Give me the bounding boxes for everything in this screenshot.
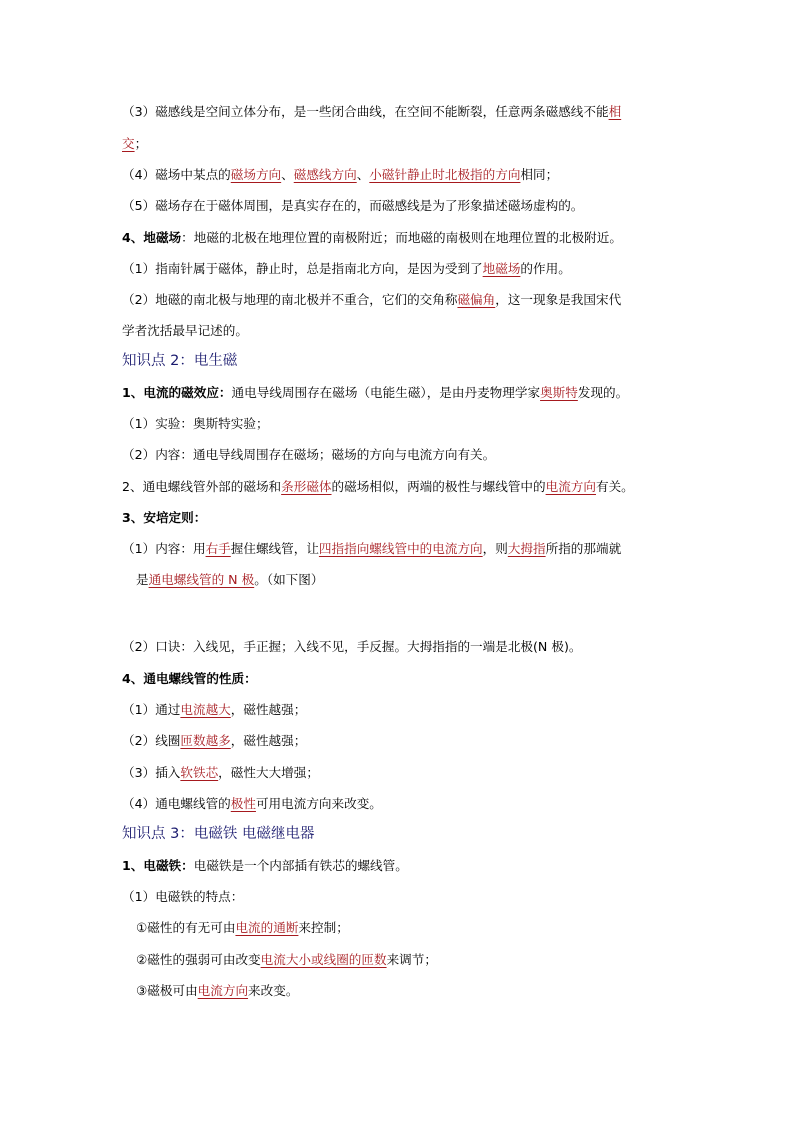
- line: [136, 982, 298, 1000]
- text-segment: （4）磁场中某点的: [122, 167, 231, 182]
- text-segment: 相同；: [520, 167, 559, 182]
- line: [122, 732, 306, 750]
- text-segment: 2、通电螺线管外部的磁场和: [122, 479, 282, 494]
- highlighted-term: 电流的通断: [235, 920, 299, 935]
- text-segment: 可用电流方向来改变。: [255, 796, 382, 811]
- highlighted-term: 大拇指: [507, 541, 546, 556]
- text-segment: 握住螺线管，让: [230, 541, 319, 556]
- text-segment: 的作用。: [520, 261, 571, 276]
- highlighted-term: 条形磁体: [281, 479, 332, 494]
- text-segment: 发现的。: [577, 385, 629, 400]
- highlighted-term: 右手: [205, 541, 231, 556]
- section-heading: [122, 825, 314, 843]
- line: [122, 229, 622, 247]
- text-segment: （2）口诀：入线见，手正握；入线不见，手反握。大拇指指的一端是北极(N 极)。: [122, 639, 582, 654]
- text-segment: ：地磁的北极在地理位置的南极附近；而地磁的南极则在地理位置的北极附近。: [181, 230, 622, 245]
- highlighted-term: 磁场方向: [230, 167, 282, 182]
- line: [122, 638, 581, 656]
- highlighted-term: 电流大小或线圈的匝数: [260, 952, 387, 967]
- text-segment: 来改变。: [248, 983, 299, 998]
- text-segment: 学者沈括最早记述的。: [122, 323, 248, 338]
- text-segment: （4）通电螺线管的: [122, 796, 231, 811]
- text-segment: （3）磁感线是空间立体分布，是一些闭合曲线，在空间不能断裂，任意两条磁感线不能: [122, 104, 609, 119]
- text-segment: （1）通过: [122, 702, 181, 717]
- text-segment: 来控制；: [298, 920, 349, 935]
- highlighted-term: 通电螺线管的 N 极: [148, 572, 255, 587]
- line: [122, 701, 306, 719]
- highlighted-term: 小磁针静止时北极指的方向: [369, 167, 521, 182]
- text-segment: 。（如下图）: [254, 572, 324, 587]
- text-segment: （5）磁场存在于磁体周围，是真实存在的，而磁感线是为了形象描述磁场虚构的。: [122, 198, 584, 213]
- highlighted-term: 四指指向螺线管中的电流方向: [318, 541, 483, 556]
- text-segment: 3、安培定则：: [122, 510, 207, 525]
- line: [122, 384, 628, 402]
- text-segment: ；: [134, 136, 148, 151]
- text-segment: ，磁性大大增强；: [218, 765, 319, 780]
- text-segment: ，这一现象是我国宋代: [495, 292, 622, 307]
- line: [122, 197, 583, 215]
- line: [122, 415, 269, 433]
- line: [122, 446, 495, 464]
- text-segment: （1）电磁铁的特点：: [122, 889, 244, 904]
- text-segment: 通电导线周围存在磁场（电能生磁），是由丹麦物理学家: [231, 385, 541, 400]
- highlighted-term: 相: [608, 104, 622, 119]
- line: [122, 764, 319, 782]
- text-segment: （2）内容：通电导线周围存在磁场；磁场的方向与电流方向有关。: [122, 447, 496, 462]
- line: [122, 857, 408, 875]
- text-segment: 、: [281, 167, 294, 182]
- text-segment: （1）内容：用: [122, 541, 206, 556]
- line: [136, 951, 437, 969]
- line: [136, 571, 323, 589]
- highlighted-term: 交: [122, 136, 135, 151]
- text-segment: 1、电磁铁：: [122, 858, 194, 873]
- highlighted-term: 电流越大: [180, 702, 231, 717]
- line: [122, 888, 243, 906]
- text-segment: （3）插入: [122, 765, 181, 780]
- text-segment: 是: [136, 572, 149, 587]
- text-segment: 4、地磁场: [122, 230, 182, 245]
- text-segment: 1、电流的磁效应：: [122, 385, 232, 400]
- highlighted-term: 磁感线方向: [293, 167, 357, 182]
- text-segment: ，磁性越强；: [230, 733, 307, 748]
- text-segment: 、: [356, 167, 370, 182]
- line: [122, 260, 571, 278]
- text-segment: 电磁铁是一个内部插有铁芯的螺线管。: [193, 858, 408, 873]
- knowledge-point-title: 知识点 3：电磁铁 电磁继电器: [122, 826, 315, 842]
- highlighted-term: 电流方向: [197, 983, 249, 998]
- highlighted-term: 软铁芯: [180, 765, 219, 780]
- line: [122, 166, 558, 184]
- highlighted-term: 电流方向: [545, 479, 596, 494]
- text-segment: ③磁极可由: [136, 983, 198, 998]
- line: [122, 135, 147, 153]
- line: [122, 322, 248, 340]
- line: [122, 540, 621, 558]
- text-segment: ②磁性的强弱可由改变: [136, 952, 261, 967]
- text-segment: ，则: [482, 541, 508, 556]
- text-segment: 4、通电螺线管的性质：: [122, 671, 257, 686]
- text-segment: ①磁性的有无可由: [136, 920, 236, 935]
- highlighted-term: 磁偏角: [457, 292, 496, 307]
- text-segment: 的磁场相似，两端的极性与螺线管中的: [331, 479, 546, 494]
- highlighted-term: 极性: [230, 796, 256, 811]
- highlighted-term: 匝数越多: [180, 733, 231, 748]
- line: [122, 509, 206, 527]
- text-segment: 所指的那端就: [545, 541, 622, 556]
- line: [122, 795, 382, 813]
- highlighted-term: 奥斯特: [540, 385, 578, 400]
- text-segment: （1）实验：奥斯特实验；: [122, 416, 269, 431]
- line: [122, 478, 634, 496]
- text-segment: （2）线圈: [122, 733, 181, 748]
- text-segment: （2）地磁的南北极与地理的南北极并不重合，它们的交角称: [122, 292, 458, 307]
- text-segment: 有关。: [595, 479, 634, 494]
- line: [122, 670, 257, 688]
- text-segment: 来调节；: [386, 952, 437, 967]
- highlighted-term: 地磁场: [482, 261, 521, 276]
- text-segment: ，磁性越强；: [230, 702, 307, 717]
- text-segment: （1）指南针属于磁体，静止时，总是指南北方向，是因为受到了: [122, 261, 483, 276]
- section-heading: [122, 352, 237, 370]
- line: [122, 291, 621, 309]
- line: [122, 103, 621, 121]
- line: [136, 919, 349, 937]
- knowledge-point-title: 知识点 2：电生磁: [122, 353, 238, 369]
